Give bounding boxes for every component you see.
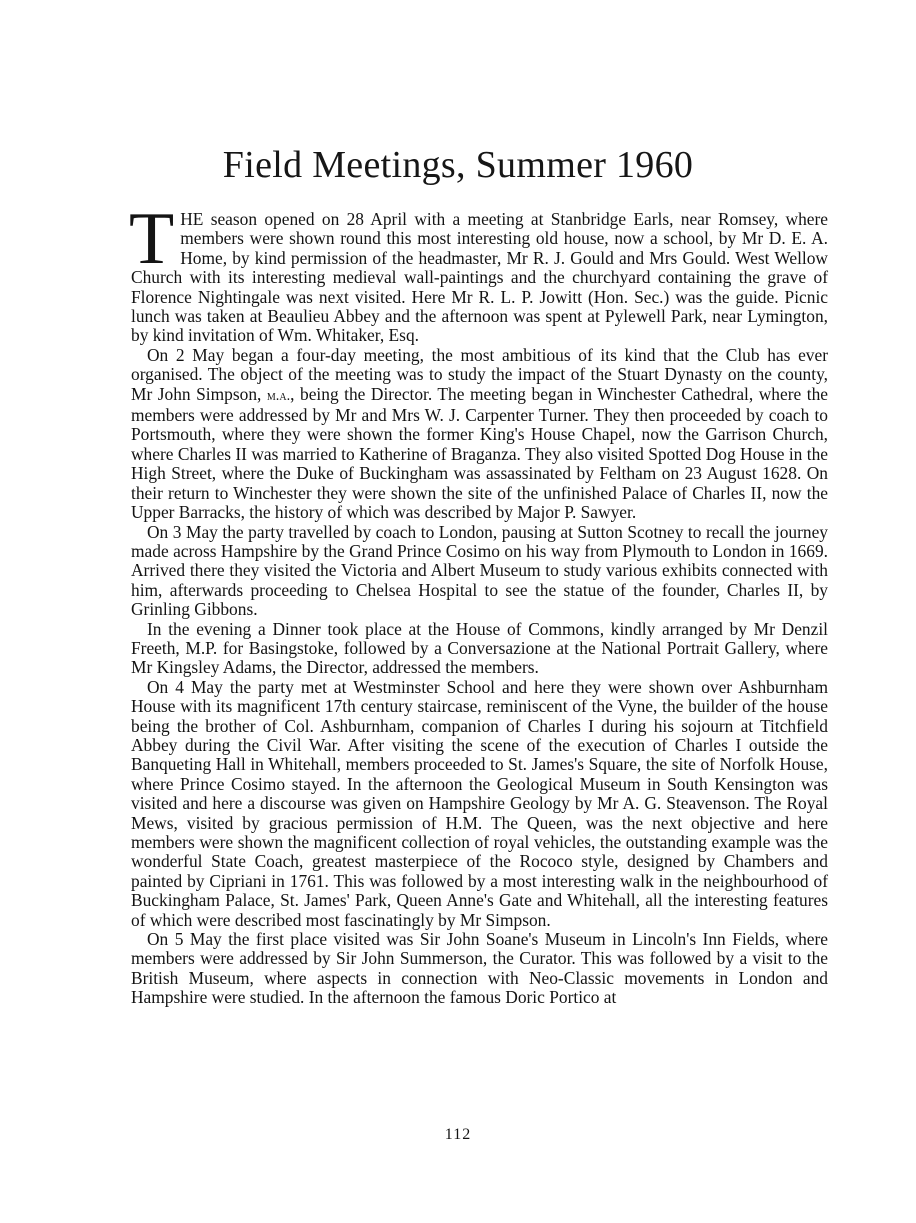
paragraph-1 bbox=[129, 198, 828, 346]
paragraph-6: On 5 May the first place visited was Sir John Soane's Museum in Lincoln's Inn Fields, where members were addressed by Sir John Summerson, the Curator. This was followed by a visit to the British Museum, where aspects in connection with Neo-Classic movements in London and Hampshire were studied. In the afternoon the famous Doric Portico at bbox=[131, 929, 828, 1008]
degree-abbreviation: m.a. bbox=[266, 387, 291, 404]
paragraph-3: On 3 May the party travelled by coach to London, pausing at Sutton Scotney to recall the journey made across Hampshire by the Grand Prince Cosimo on his way from Plymouth to London in 1669. Arrived there they visited the Victoria and Albert Museum to study various exhibits connected with him, afterwards proceeding to Chelsea Hospital to see the statue of the founder, Charles II, by Grinling Gibbons. bbox=[131, 521, 828, 620]
page-title: Field Meetings, Summer 1960 bbox=[222, 144, 694, 186]
paragraph-5: On 4 May the party met at Westminster School and here they were shown over Ashburnham House with its magnificent 17th century staircase, reminiscent of the Vyne, the builder of the house being the brother of Col. Ashburnham, companion of Charles I during his sojourn at Titchfield Abbey during the Civil War. After visiting the scene of the execution of Charles I outside the Banqueting Hall in Whitehall, members proceeded to St. James's Square, the site of Norfolk House, where Prince Cosimo stayed. In the afternoon the Geological Museum in South Kensington was visited and here a discourse was given on Hampshire Geology by Mr A. G. Steavenson. The Royal Mews, visited by gracious permission of H.M. The Queen, was the next objective and here members were shown the magnificent collection of royal vehicles, the outstanding example was the wonderful State Coach, greatest masterpiece of the Rococo style, designed by Chambers and painted by Cipriani in 1761. This was followed by a most interesting walk in the neighbourhood of Buckingham Palace, St. James' Park, Queen Anne's Gate and Whitehall, all the interesting features of which were described most fascinatingly by Mr Simpson. bbox=[131, 676, 828, 930]
paragraph-2 bbox=[131, 346, 828, 523]
paragraph-2-text-b: , being the Director. The meeting began in Winchester Cathedral, where the members were addressed by Mr and Mrs W. J. Carpenter Turner. They then proceeded by coach to Portsmouth, where they were shown the former King's House Chapel, now the Garrison Church, where Charles II was married to Katherine of Braganza. They also visited Spotted Dog House in the High Street, where the Duke of Buckingham was assassinated by Feltham on 23 August 1628. On their return to Winchester they were shown the site of the unfinished Palace of Charles II, now the Upper Barracks, the history of which was described by Major P. Sawyer. bbox=[131, 383, 828, 523]
article-body bbox=[129, 198, 828, 1008]
paragraph-1-text: HE season opened on 28 April with a meeting at Stanbridge Earls, near Romsey, where members were shown round this most interesting old house, now a school, by Mr D. E. A. Home, by kind permission of the headmaster, Mr R. J. Gould and Mrs Gould. West Wellow Church with its interesting medieval wall-paintings and the churchyard containing the grave of Florence Nightingale was next visited. Here Mr R. L. P. Jowitt (Hon. Sec.) was the guide. Picnic lunch was taken at Beaulieu Abbey and the afternoon was spent at Pylewell Park, near Lymington, by kind invitation of Wm. Whitaker, Esq. bbox=[131, 209, 828, 346]
paragraph-2-text-a: On 2 May began a four-day meeting, the most ambitious of its kind that the Club has ever organised. The object of the meeting was to study the impact of the Stuart Dynasty on the county, Mr John Simpson, bbox=[131, 344, 828, 404]
drop-cap: T bbox=[129, 198, 175, 280]
paragraph-4: In the evening a Dinner took place at the House of Commons, kindly arranged by Mr Denzil Freeth, M.P. for Basingstoke, followed by a Conversazione at the National Portrait Gallery, where Mr Kingsley Adams, the Director, addressed the members. bbox=[131, 618, 828, 678]
page-number: 112 bbox=[444, 1126, 472, 1143]
